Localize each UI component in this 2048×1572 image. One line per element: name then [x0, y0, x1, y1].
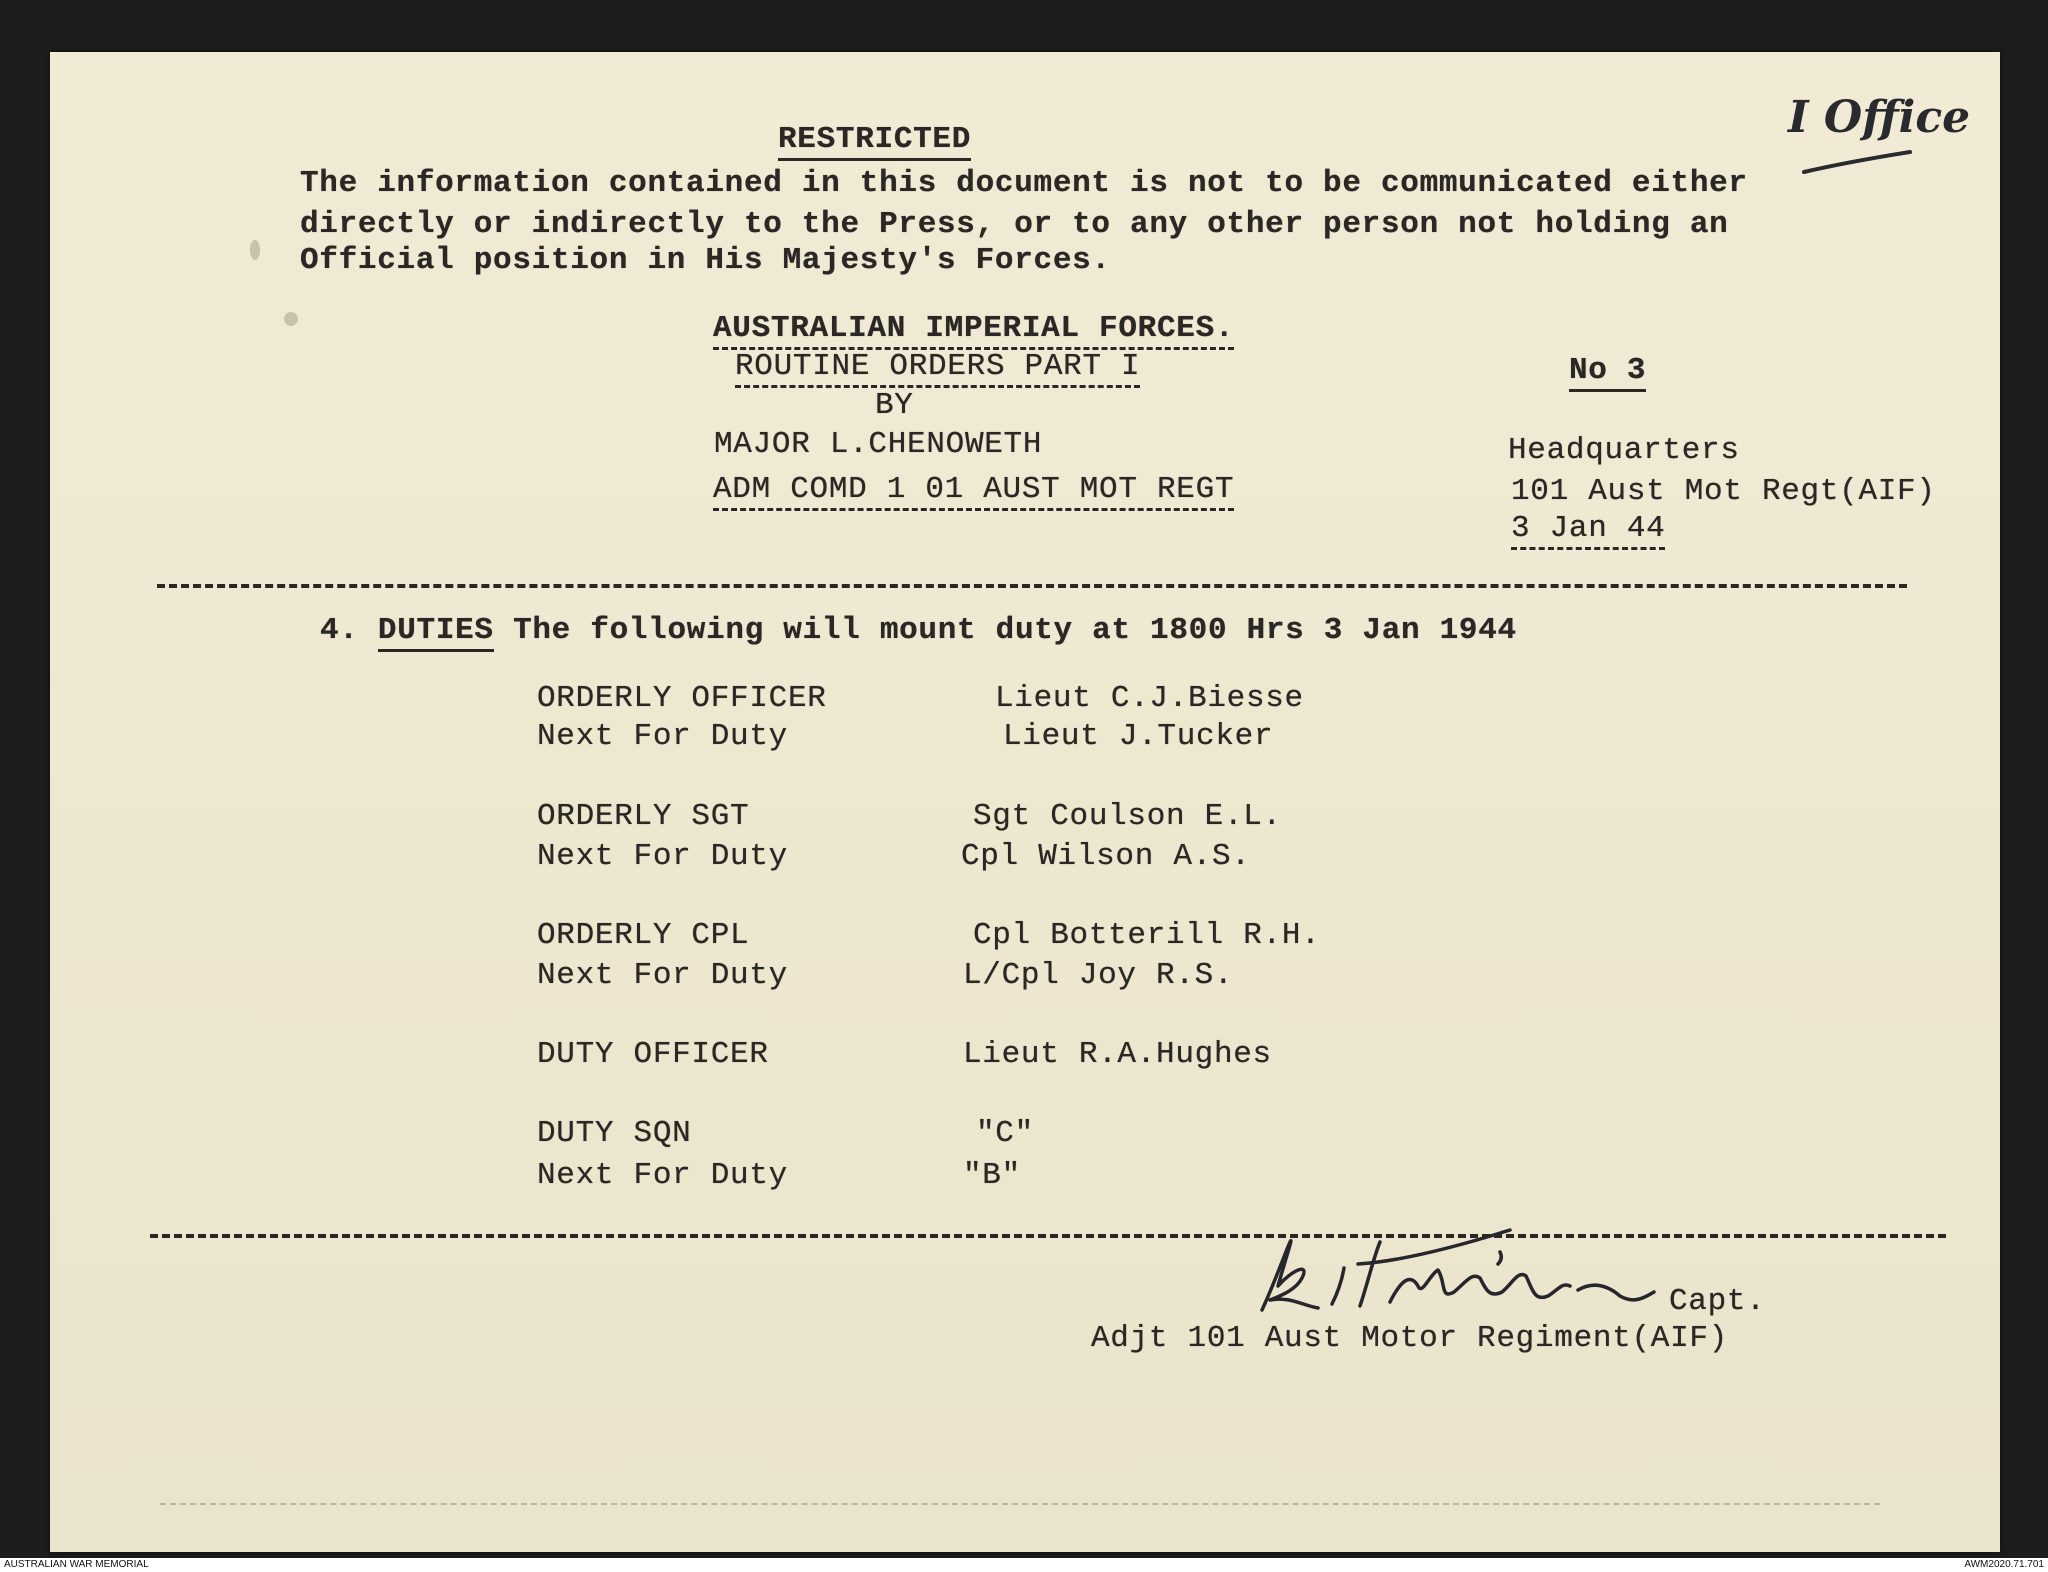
duty-name: Cpl Wilson A.S. [961, 839, 1251, 874]
institution-label: AUSTRALIAN WAR MEMORIAL [4, 1559, 149, 1570]
signatory-appointment: Adjt 101 Aust Motor Regiment(AIF) [1091, 1321, 1728, 1356]
paper-puncture-mark [250, 240, 260, 260]
annotation-underline [1800, 148, 1920, 178]
paragraph-number: 4. [320, 613, 359, 648]
duty-name: "B" [963, 1158, 1021, 1193]
duty-role: Next For Duty [537, 839, 788, 874]
duty-name: L/Cpl Joy R.S. [963, 958, 1234, 993]
duties-heading: DUTIES [378, 613, 494, 652]
title-routine-orders: ROUTINE ORDERS PART I [735, 349, 1140, 385]
duty-role: DUTY OFFICER [537, 1037, 769, 1072]
duty-name: Sgt Coulson E.L. [973, 799, 1282, 834]
duty-name: Lieut J.Tucker [1003, 719, 1274, 754]
notice-line: Official position in His Majesty's Forces. [300, 243, 1111, 278]
notice-line: The information contained in this document is not to be communicated either [300, 166, 1748, 201]
duty-role: ORDERLY CPL [537, 918, 750, 953]
signatory-rank: Capt. [1669, 1284, 1766, 1319]
title-command: ADM COMD 1 01 AUST MOT REGT [713, 472, 1234, 508]
duty-name: Cpl Botterill R.H. [973, 918, 1321, 953]
duty-name: Lieut R.A.Hughes [963, 1037, 1272, 1072]
separator-rule [157, 584, 1907, 588]
title-by: BY [875, 388, 914, 423]
duty-name: "C" [976, 1116, 1034, 1151]
duty-role: Next For Duty [537, 958, 788, 993]
duties-intro: The following will mount duty at 1800 Hrs 3 Jan 1944 [513, 613, 1517, 648]
separator-rule [150, 1234, 1946, 1238]
order-number: No 3 [1569, 353, 1646, 389]
handwritten-signature [1240, 1212, 1670, 1327]
accession-number: AWM2020.71.701 [1964, 1559, 2044, 1570]
classification-heading: RESTRICTED [778, 122, 971, 158]
reference-unit: 101 Aust Mot Regt(AIF) [1511, 474, 1936, 509]
title-forces: AUSTRALIAN IMPERIAL FORCES. [713, 311, 1234, 347]
paper-puncture-mark [284, 312, 298, 326]
duty-role: DUTY SQN [537, 1116, 692, 1151]
title-officer: MAJOR L.CHENOWETH [714, 427, 1043, 462]
reference-location: Headquarters [1508, 433, 1740, 468]
reference-date: 3 Jan 44 [1511, 511, 1665, 547]
duty-name: Lieut C.J.Biesse [995, 681, 1304, 716]
duty-role: Next For Duty [537, 1158, 788, 1193]
duties-intro-line [320, 613, 1517, 649]
duty-role: Next For Duty [537, 719, 788, 754]
faint-rule [160, 1503, 1880, 1505]
archive-footer [0, 1558, 2048, 1572]
duty-role: ORDERLY OFFICER [537, 681, 827, 716]
duty-role: ORDERLY SGT [537, 799, 750, 834]
handwritten-annotation: I Office [1788, 92, 1971, 143]
notice-line: directly or indirectly to the Press, or to any other person not holding an [300, 207, 1729, 242]
